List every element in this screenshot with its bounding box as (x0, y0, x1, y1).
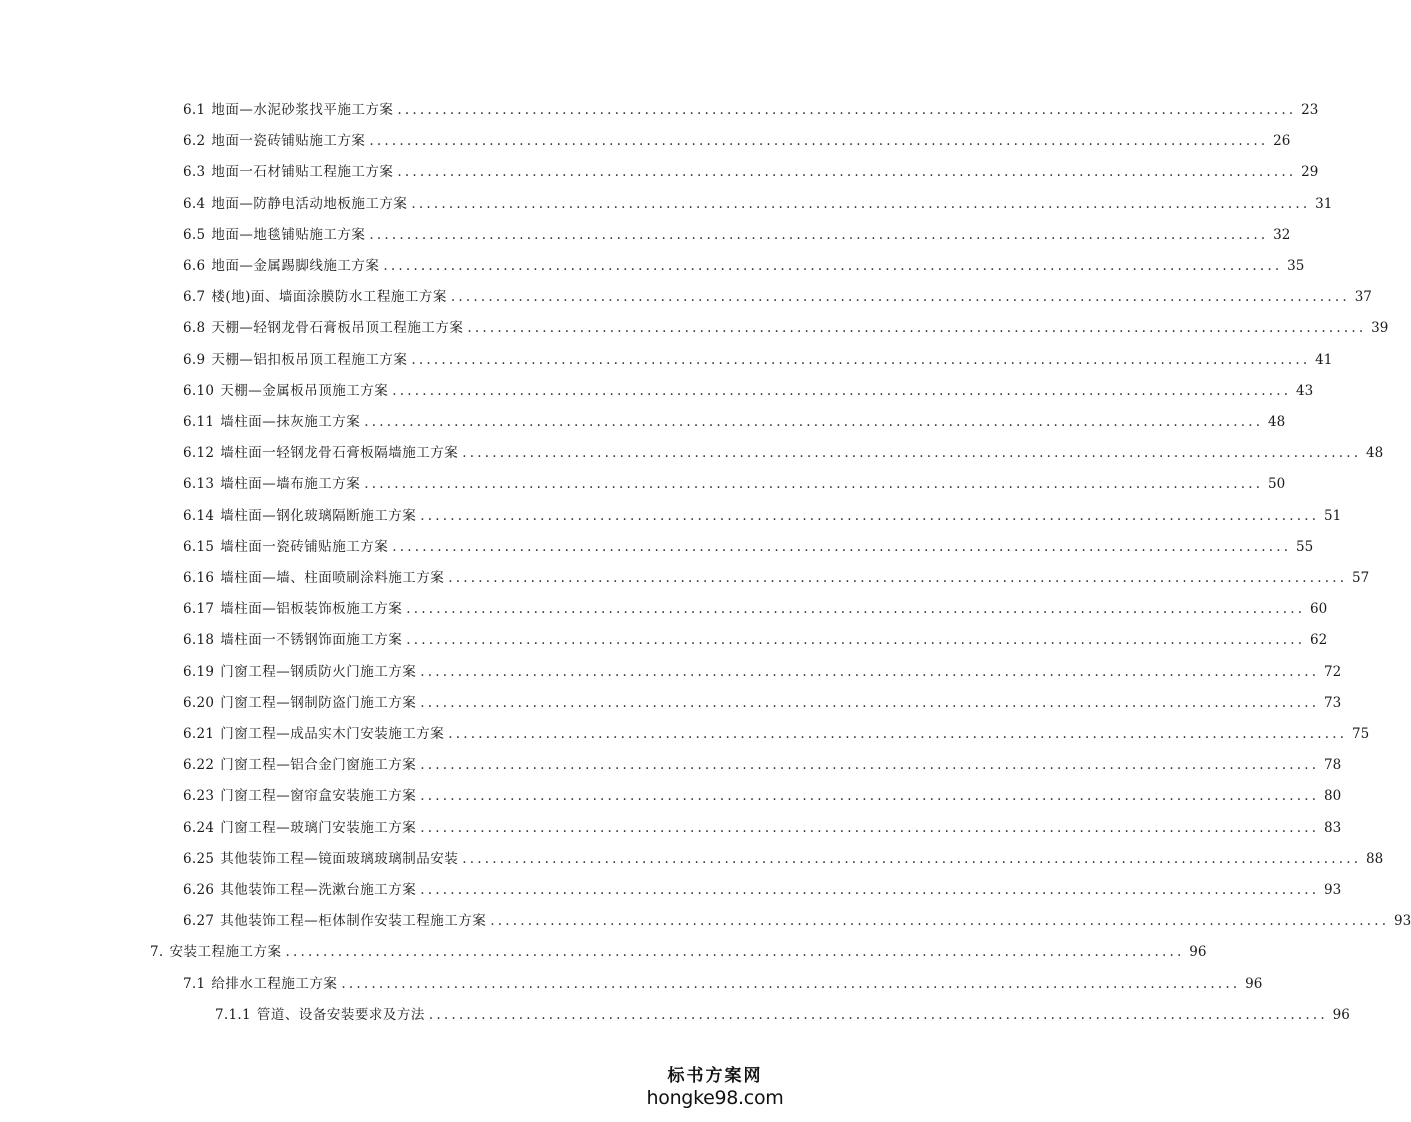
toc-entry-number: 6.6 (183, 258, 206, 274)
toc-entry[interactable] (183, 161, 1319, 183)
toc-dot-leader: ........................................................................................................................ (397, 164, 1297, 181)
toc-entry-number: 6.9 (183, 351, 206, 368)
toc-entry-page-number: 73 (1324, 694, 1342, 711)
toc-entry-page-number: 39 (1371, 320, 1389, 337)
toc-dot-leader: ........................................................................................................................ (420, 507, 1320, 524)
toc-entry-number: 6.1 (183, 102, 206, 118)
toc-dot-leader: ........................................................................................................................ (285, 944, 1185, 961)
toc-entry-page-number: 23 (1301, 102, 1319, 118)
toc-entry-number: 6.2 (183, 133, 206, 150)
toc-entry-number: 6.25 (183, 850, 215, 867)
toc-entry-title: 给排水工程施工方案 (211, 975, 338, 992)
toc-dot-leader: ........................................................................................................................ (420, 788, 1320, 805)
toc-entry-title: 天棚—轻钢龙骨石膏板吊顶工程施工方案 (211, 320, 464, 337)
toc-dot-leader: ........................................................................................................................ (341, 975, 1241, 992)
toc-entry-number: 6.19 (183, 663, 215, 680)
toc-entry-title: 墙柱面一不锈钢饰面施工方案 (220, 632, 403, 649)
toc-dot-leader: ........................................................................................................................ (411, 195, 1311, 212)
toc-entry-number: 7.1 (183, 975, 206, 992)
toc-dot-leader: ........................................................................................................................ (462, 445, 1362, 462)
toc-dot-leader: ........................................................................................................................ (490, 913, 1390, 930)
toc-entry-number: 6.13 (183, 476, 215, 493)
toc-entry-number: 6.14 (183, 507, 215, 524)
toc-entry-number: 6.10 (183, 382, 215, 399)
toc-entry-page-number: 51 (1324, 507, 1342, 524)
toc-entry-page-number: 93 (1324, 882, 1342, 898)
toc-dot-leader: ........................................................................................................................ (450, 289, 1350, 306)
toc-entry-number: 6.17 (183, 601, 215, 618)
toc-entry-page-number: 31 (1315, 195, 1333, 212)
toc-dot-leader: ........................................................................................................................ (411, 351, 1311, 368)
toc-dot-leader: ........................................................................................................................ (420, 663, 1320, 680)
toc-entry[interactable] (183, 973, 1263, 995)
toc-entry-title: 门窗工程—钢制防盗门施工方案 (220, 694, 417, 711)
toc-entry-page-number: 60 (1310, 601, 1328, 618)
toc-entry-page-number: 50 (1268, 476, 1286, 493)
toc-entry-title: 墙柱面—墙、柱面喷刷涂料施工方案 (220, 570, 445, 586)
toc-entry-page-number: 48 (1366, 445, 1384, 462)
toc-entry-title: 墙柱面—钢化玻璃隔断施工方案 (220, 507, 417, 524)
toc-entry-page-number: 57 (1352, 570, 1370, 586)
toc-dot-leader: ........................................................................................................................ (448, 726, 1348, 742)
toc-entry-page-number: 43 (1296, 382, 1314, 399)
site-watermark (645, 1065, 785, 1109)
toc-entry-title: 门窗工程—窗帘盒安装施工方案 (220, 788, 417, 805)
toc-entry[interactable] (183, 317, 1389, 339)
toc-entry[interactable] (183, 224, 1291, 246)
toc-entry-title: 楼(地)面、墙面涂膜防水工程施工方案 (211, 289, 447, 306)
toc-entry[interactable] (215, 1004, 1350, 1026)
toc-entry[interactable] (183, 442, 1384, 464)
toc-entry[interactable] (183, 349, 1333, 371)
toc-entry-page-number: 88 (1366, 850, 1384, 867)
toc-entry-number: 6.12 (183, 445, 215, 462)
toc-entry-page-number: 72 (1324, 663, 1342, 680)
toc-entry[interactable] (183, 567, 1370, 589)
toc-entry-number: 6.23 (183, 788, 215, 805)
toc-entry-page-number: 48 (1268, 414, 1286, 430)
toc-entry-number: 6.5 (183, 226, 206, 243)
toc-entry[interactable] (183, 380, 1314, 402)
toc-entry-title: 地面—地毯铺贴施工方案 (211, 226, 366, 243)
toc-entry-title: 门窗工程—钢质防火门施工方案 (220, 663, 417, 680)
toc-dot-leader: ........................................................................................................................ (467, 320, 1367, 337)
toc-entry-title: 墙柱面—铝板装饰板施工方案 (220, 601, 403, 618)
toc-entry-title: 地面—金属踢脚线施工方案 (211, 258, 380, 274)
toc-entry-title: 管道、设备安装要求及方法 (256, 1006, 425, 1023)
toc-entry[interactable] (183, 910, 1411, 932)
toc-entry-title: 墙柱面—墙布施工方案 (220, 476, 361, 493)
toc-entry-number: 6.26 (183, 882, 215, 898)
toc-dot-leader: ........................................................................................................................ (420, 757, 1320, 774)
toc-entry-title: 地面一石材铺贴工程施工方案 (211, 164, 394, 181)
toc-dot-leader: ........................................................................................................................ (364, 414, 1264, 430)
toc-entry-title: 地面—水泥砂浆找平施工方案 (211, 102, 394, 118)
toc-entry-title: 其他装饰工程—洗漱台施工方案 (220, 882, 417, 898)
toc-entry-number: 6.15 (183, 538, 215, 555)
toc-entry-number: 6.27 (183, 913, 215, 930)
toc-entry[interactable] (150, 941, 1207, 963)
toc-entry[interactable] (183, 598, 1328, 620)
toc-entry-page-number: 55 (1296, 538, 1314, 555)
toc-entry-page-number: 75 (1352, 726, 1370, 742)
toc-entry[interactable] (183, 255, 1305, 277)
toc-dot-leader: ........................................................................................................................ (420, 819, 1320, 836)
toc-entry-number: 6.11 (183, 414, 215, 430)
toc-dot-leader: ........................................................................................................................ (448, 570, 1348, 586)
toc-entry[interactable] (183, 879, 1342, 901)
toc-entry-title: 门窗工程—铝合金门窗施工方案 (220, 757, 417, 774)
toc-entry[interactable] (183, 505, 1342, 527)
toc-entry[interactable] (183, 661, 1342, 683)
toc-entry-title: 墙柱面一瓷砖铺贴施工方案 (220, 538, 389, 555)
toc-entry-number: 6.3 (183, 164, 206, 181)
toc-entry-title: 门窗工程—玻璃门安装施工方案 (220, 819, 417, 836)
toc-entry-number: 6.21 (183, 726, 215, 742)
toc-entry[interactable] (183, 817, 1342, 839)
toc-entry-number: 6.22 (183, 757, 215, 774)
toc-entry-number: 6.16 (183, 570, 215, 586)
toc-dot-leader: ........................................................................................................................ (392, 538, 1292, 555)
toc-entry-page-number: 35 (1287, 258, 1305, 274)
toc-entry-page-number: 29 (1301, 164, 1319, 181)
toc-entry-page-number: 96 (1245, 975, 1263, 992)
toc-entry[interactable] (183, 723, 1370, 745)
toc-entry-number: 6.18 (183, 632, 215, 649)
toc-entry-page-number: 83 (1324, 819, 1342, 836)
toc-dot-leader: ........................................................................................................................ (406, 632, 1306, 649)
toc-entry[interactable] (183, 130, 1291, 152)
toc-entry-title: 安装工程施工方案 (169, 944, 282, 961)
toc-entry-number: 6.7 (183, 289, 206, 306)
toc-entry-page-number: 93 (1394, 913, 1411, 930)
toc-entry[interactable] (183, 785, 1342, 807)
toc-entry-title: 墙柱面—抹灰施工方案 (220, 414, 361, 430)
toc-entry-page-number: 96 (1332, 1006, 1350, 1023)
toc-entry-page-number: 26 (1273, 133, 1291, 150)
toc-dot-leader: ........................................................................................................................ (420, 694, 1320, 711)
toc-entry[interactable] (183, 286, 1372, 308)
toc-entry-page-number: 37 (1354, 289, 1372, 306)
toc-entry[interactable] (183, 99, 1319, 121)
toc-entry-page-number: 80 (1324, 788, 1342, 805)
toc-entry[interactable] (183, 411, 1286, 433)
toc-entry-title: 地面一瓷砖铺贴施工方案 (211, 133, 366, 150)
toc-entry-number: 6.8 (183, 320, 206, 337)
toc-entry-title: 天棚—金属板吊顶施工方案 (220, 382, 389, 399)
toc-entry-page-number: 32 (1273, 226, 1291, 243)
toc-dot-leader: ........................................................................................................................ (369, 226, 1269, 243)
toc-entry-title: 天棚—铝扣板吊顶工程施工方案 (211, 351, 408, 368)
toc-entry[interactable] (183, 473, 1286, 495)
toc-entry-number: 6.4 (183, 195, 206, 212)
toc-entry-page-number: 41 (1315, 351, 1333, 368)
toc-dot-leader: ........................................................................................................................ (392, 382, 1292, 399)
toc-entry-title: 其他装饰工程—柜体制作安装工程施工方案 (220, 913, 487, 930)
toc-dot-leader: ........................................................................................................................ (383, 258, 1283, 274)
watermark-site-name: 标书方案网 (667, 1066, 763, 1086)
toc-entry-title: 墙柱面一轻钢龙骨石膏板隔墙施工方案 (220, 445, 459, 462)
toc-entry-number: 6.24 (183, 819, 215, 836)
toc-entry-number: 7.1.1 (215, 1006, 251, 1023)
toc-entry[interactable] (183, 754, 1342, 776)
toc-entry-page-number: 96 (1189, 944, 1207, 961)
toc-entry-title: 其他装饰工程—镜面玻璃玻璃制品安装 (220, 850, 459, 867)
toc-entry-number: 6.20 (183, 694, 215, 711)
toc-dot-leader: ........................................................................................................................ (420, 882, 1320, 898)
toc-entry[interactable] (183, 692, 1342, 714)
toc-dot-leader: ........................................................................................................................ (462, 850, 1362, 867)
toc-dot-leader: ........................................................................................................................ (369, 133, 1269, 150)
toc-entry-title: 地面—防静电活动地板施工方案 (211, 195, 408, 212)
toc-entry-number: 7. (150, 944, 164, 961)
toc-entry-page-number: 62 (1310, 632, 1328, 649)
toc-entry-title: 门窗工程—成品实木门安装施工方案 (220, 726, 445, 742)
toc-dot-leader: ........................................................................................................................ (406, 601, 1306, 618)
toc-entry[interactable] (183, 193, 1333, 215)
toc-dot-leader: ........................................................................................................................ (428, 1006, 1328, 1023)
toc-entry[interactable] (183, 629, 1328, 651)
watermark-url: hongke98.com (646, 1087, 784, 1109)
toc-entry-page-number: 78 (1324, 757, 1342, 774)
toc-dot-leader: ........................................................................................................................ (364, 476, 1264, 493)
toc-entry[interactable] (183, 536, 1314, 558)
toc-dot-leader: ........................................................................................................................ (397, 102, 1297, 118)
toc-entry[interactable] (183, 848, 1384, 870)
